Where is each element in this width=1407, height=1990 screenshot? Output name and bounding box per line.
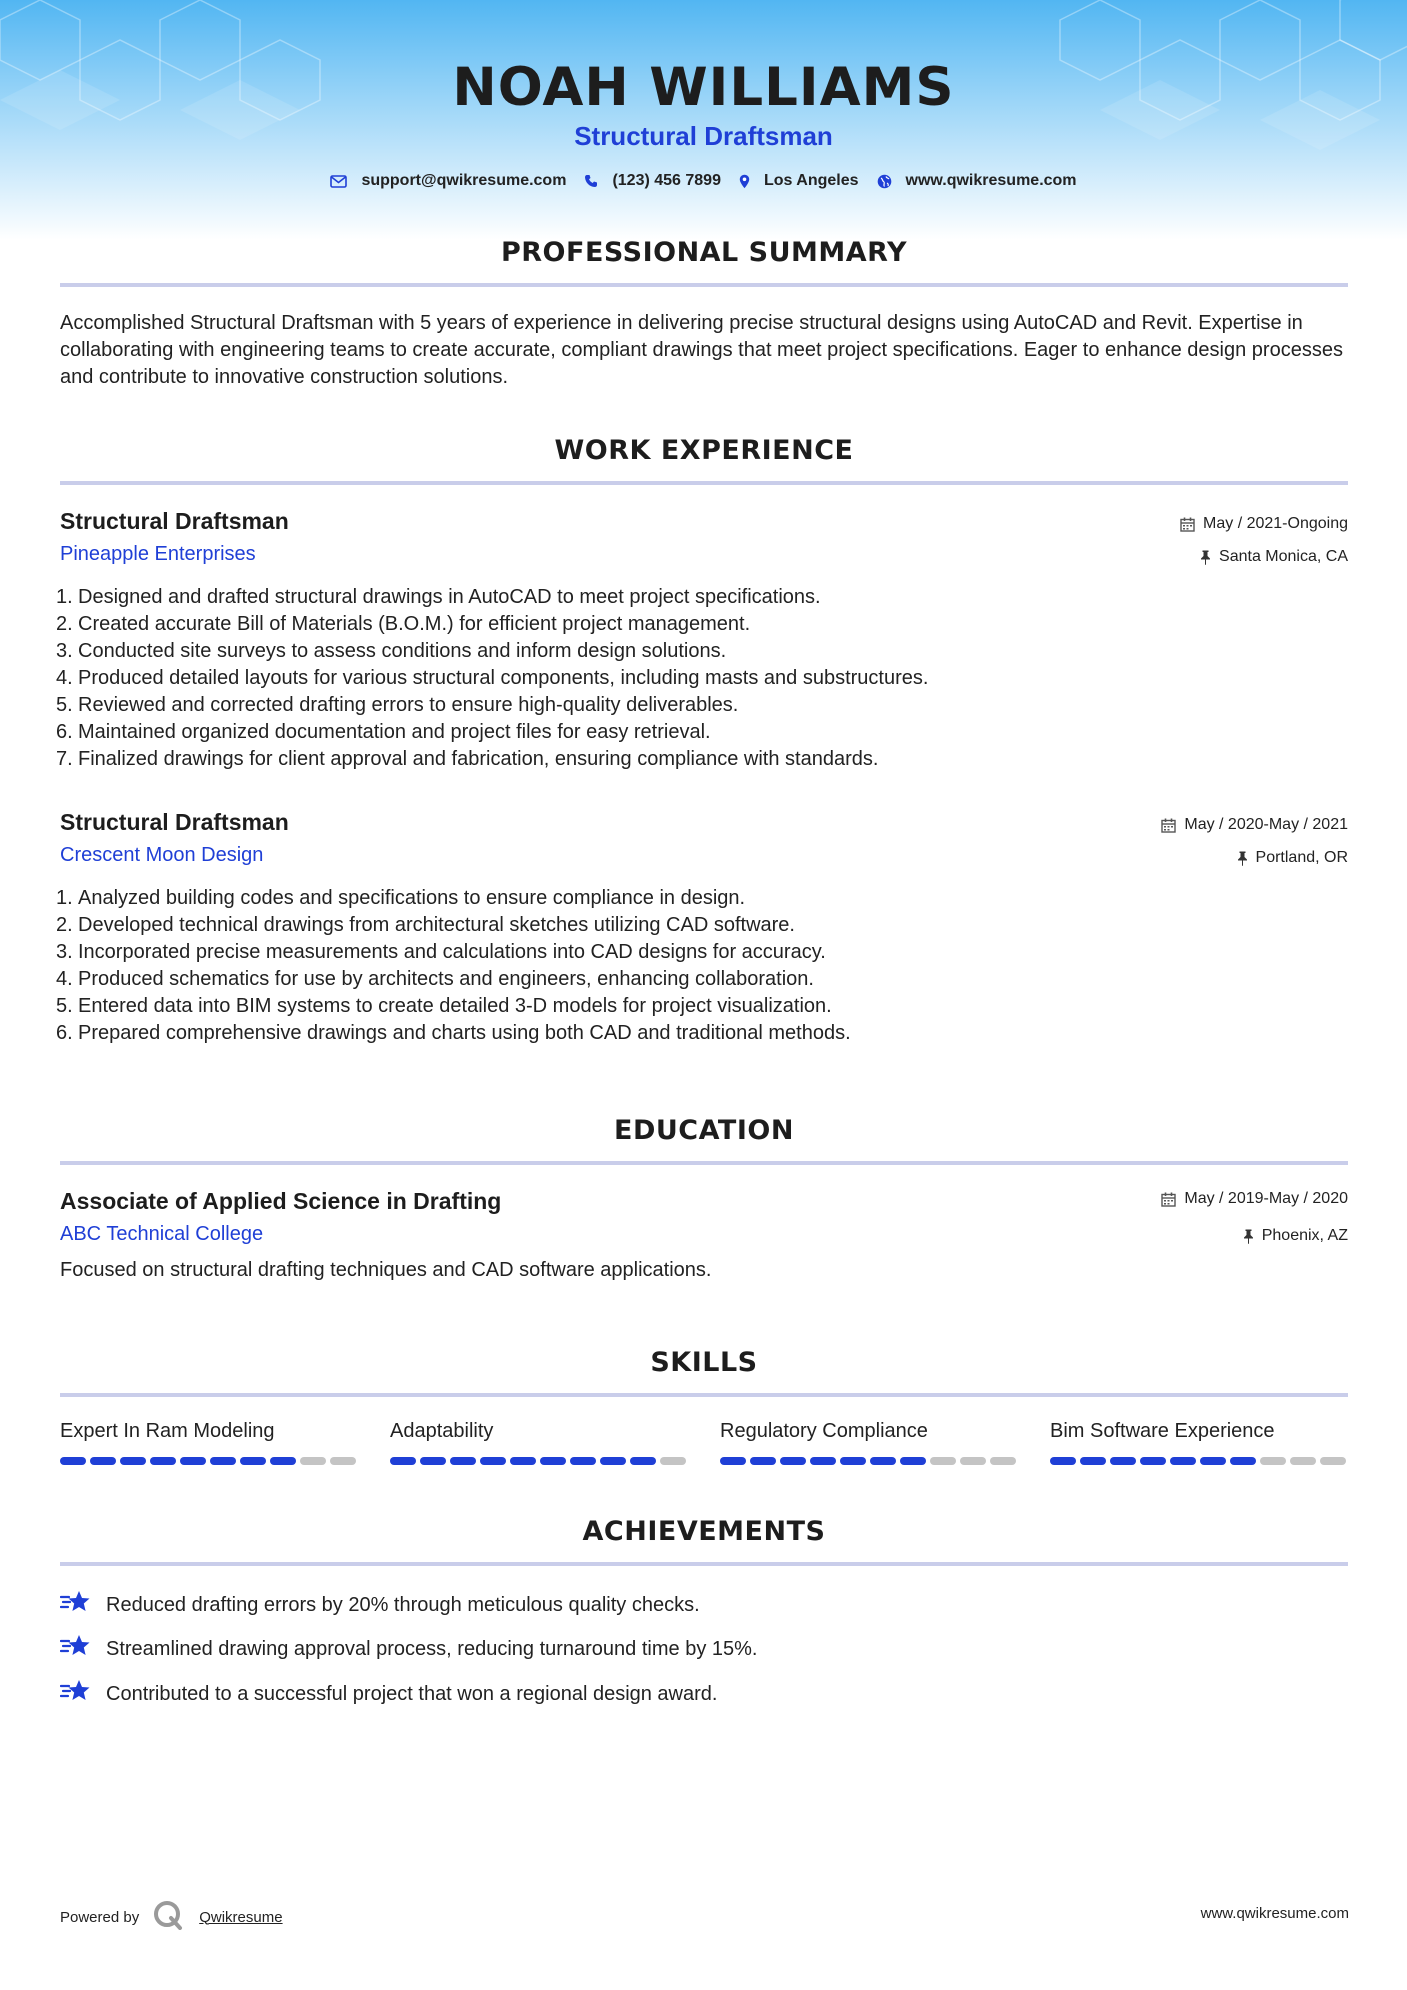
location-text: Portland, OR bbox=[1255, 849, 1348, 866]
skill-segment-filled bbox=[420, 1457, 446, 1465]
list-item: 4. Produced detailed layouts for various structural components, including masts and substructures. bbox=[56, 667, 929, 689]
skill-segment-filled bbox=[900, 1457, 926, 1465]
skill-segment-filled bbox=[810, 1457, 836, 1465]
skill-segment-filled bbox=[1110, 1457, 1136, 1465]
location-text: Santa Monica, CA bbox=[1219, 548, 1348, 565]
section-title-experience: WORK EXPERIENCE bbox=[554, 435, 854, 466]
list-item: 2. Created accurate Bill of Materials (B.O.M.) for efficient project management. bbox=[56, 613, 751, 635]
list-item: 5. Entered data into BIM systems to create detailed 3-D models for project visualization. bbox=[56, 995, 832, 1017]
skill-segment-empty bbox=[960, 1457, 986, 1465]
section-divider bbox=[60, 481, 1348, 485]
job-location bbox=[1237, 849, 1348, 867]
job-dates bbox=[1180, 515, 1348, 533]
skill-segment-filled bbox=[870, 1457, 896, 1465]
website-text: www.qwikresume.com bbox=[905, 172, 1077, 189]
list-item: 6. Prepared comprehensive drawings and charts using both CAD and traditional methods. bbox=[56, 1022, 851, 1044]
skill-name: Regulatory Compliance bbox=[720, 1420, 928, 1442]
skill-segment-filled bbox=[1140, 1457, 1166, 1465]
skill-segment-filled bbox=[1080, 1457, 1106, 1465]
achievement-text: Contributed to a successful project that won a regional design award. bbox=[106, 1682, 718, 1705]
powered-by-label: Powered by bbox=[60, 1908, 140, 1926]
pushpin-icon bbox=[1200, 550, 1211, 565]
envelope-icon bbox=[330, 175, 347, 188]
education-description: Focused on structural drafting techniques and CAD software applications. bbox=[60, 1259, 712, 1281]
section-title-skills: SKILLS bbox=[650, 1347, 758, 1378]
contact-email[interactable] bbox=[330, 172, 566, 190]
job-title: Structural Draftsman bbox=[60, 508, 289, 534]
qwikresume-logo-icon bbox=[153, 1900, 185, 1934]
school-name: ABC Technical College bbox=[60, 1223, 264, 1245]
job-bullets bbox=[56, 885, 1348, 1047]
skill-segment-filled bbox=[600, 1457, 626, 1465]
job-location bbox=[1200, 548, 1348, 566]
job-bullets bbox=[56, 584, 1348, 773]
skill-name: Expert In Ram Modeling bbox=[60, 1420, 275, 1442]
footer-powered-by bbox=[60, 1900, 283, 1934]
contact-website[interactable] bbox=[877, 172, 1077, 190]
skill-item bbox=[720, 1417, 1020, 1465]
skill-segment-empty bbox=[1290, 1457, 1316, 1465]
skill-segment-filled bbox=[540, 1457, 566, 1465]
list-item: 7. Finalized drawings for client approval and fabrication, ensuring compliance with standards. bbox=[56, 748, 879, 770]
skill-level-bar bbox=[60, 1457, 360, 1465]
skill-item bbox=[60, 1417, 360, 1465]
skill-segment-empty bbox=[930, 1457, 956, 1465]
skill-segment-filled bbox=[780, 1457, 806, 1465]
skill-segment-filled bbox=[510, 1457, 536, 1465]
education-entry bbox=[60, 1186, 1348, 1284]
footer-website-link[interactable]: www.qwikresume.com bbox=[1200, 1905, 1349, 1922]
list-item: 5. Reviewed and corrected drafting errors to ensure high-quality deliverables. bbox=[56, 694, 739, 716]
skill-segment-filled bbox=[450, 1457, 476, 1465]
section-divider bbox=[60, 283, 1348, 287]
dates-text: May / 2019-May / 2020 bbox=[1184, 1190, 1348, 1207]
skill-segment-filled bbox=[750, 1457, 776, 1465]
skill-level-bar bbox=[390, 1457, 690, 1465]
degree-title: Associate of Applied Science in Drafting bbox=[60, 1188, 502, 1214]
skill-item bbox=[1050, 1417, 1350, 1465]
job-entry bbox=[56, 807, 1348, 1047]
section-divider bbox=[60, 1393, 1348, 1397]
education-dates bbox=[1161, 1190, 1348, 1208]
achievement-item bbox=[60, 1632, 1260, 1665]
list-item: 3. Conducted site surveys to assess conditions and inform design solutions. bbox=[56, 640, 727, 662]
skill-segment-filled bbox=[60, 1457, 86, 1465]
skill-segment-filled bbox=[570, 1457, 596, 1465]
list-item: 3. Incorporated precise measurements and calculations into CAD designs for accuracy. bbox=[56, 941, 826, 963]
phone-icon bbox=[584, 174, 598, 188]
skill-segment-filled bbox=[1050, 1457, 1076, 1465]
skill-segment-filled bbox=[270, 1457, 296, 1465]
qwikresume-link[interactable]: Qwikresume bbox=[199, 1908, 283, 1926]
skill-level-bar bbox=[720, 1457, 1020, 1465]
job-dates bbox=[1161, 816, 1348, 834]
skill-segment-filled bbox=[1200, 1457, 1226, 1465]
candidate-title: Structural Draftsman bbox=[574, 121, 833, 151]
location-text: Los Angeles bbox=[763, 172, 859, 189]
summary-text: Accomplished Structural Draftsman with 5 years of experience in delivering precise structural designs using AutoCAD and Revit. Expertise in collaborating with engineering teams to create accurate, compliant drawings that meet project specifications. Eager to enhance design processes and contribute to innovative construction solutions. bbox=[60, 312, 1343, 388]
job-title: Structural Draftsman bbox=[60, 809, 289, 835]
job-entry bbox=[56, 506, 1348, 773]
skill-item bbox=[390, 1417, 690, 1465]
skill-name: Adaptability bbox=[390, 1420, 494, 1442]
section-divider bbox=[60, 1562, 1348, 1566]
skill-segment-filled bbox=[1230, 1457, 1256, 1465]
calendar-icon bbox=[1161, 818, 1176, 833]
skill-segment-empty bbox=[660, 1457, 686, 1465]
phone-text: (123) 456 7899 bbox=[612, 172, 721, 189]
calendar-icon bbox=[1161, 1192, 1176, 1207]
list-item: 6. Maintained organized documentation and project files for easy retrieval. bbox=[56, 721, 711, 743]
contact-location bbox=[739, 172, 859, 190]
section-title-summary: PROFESSIONAL SUMMARY bbox=[500, 237, 908, 268]
skill-level-bar bbox=[1050, 1457, 1350, 1465]
skill-segment-filled bbox=[630, 1457, 656, 1465]
achievement-item bbox=[60, 1677, 1260, 1710]
calendar-icon bbox=[1180, 517, 1195, 532]
dates-text: May / 2020-May / 2021 bbox=[1184, 816, 1348, 833]
skill-segment-filled bbox=[720, 1457, 746, 1465]
skill-segment-filled bbox=[840, 1457, 866, 1465]
skill-segment-filled bbox=[180, 1457, 206, 1465]
candidate-name: NOAH WILLIAMS bbox=[452, 57, 955, 118]
skill-segment-filled bbox=[210, 1457, 236, 1465]
achievement-text: Streamlined drawing approval process, reducing turnaround time by 15%. bbox=[106, 1637, 758, 1660]
star-award-icon bbox=[60, 1677, 92, 1710]
pushpin-icon bbox=[1237, 851, 1248, 866]
list-item: 1. Designed and drafted structural drawings in AutoCAD to meet project specifications. bbox=[56, 586, 821, 608]
pushpin-icon bbox=[1243, 1229, 1254, 1244]
achievement-item bbox=[60, 1588, 1260, 1621]
star-award-icon bbox=[60, 1632, 92, 1665]
skill-segment-filled bbox=[120, 1457, 146, 1465]
dates-text: May / 2021-Ongoing bbox=[1203, 515, 1348, 532]
contact-phone[interactable] bbox=[584, 172, 721, 190]
education-location bbox=[1243, 1227, 1348, 1245]
location-text: Phoenix, AZ bbox=[1261, 1227, 1348, 1244]
company-name: Crescent Moon Design bbox=[60, 844, 264, 866]
list-item: 1. Analyzed building codes and specifications to ensure compliance in design. bbox=[56, 887, 746, 909]
skill-segment-filled bbox=[1170, 1457, 1196, 1465]
skills-list bbox=[60, 1417, 1350, 1465]
section-title-achievements: ACHIEVEMENTS bbox=[582, 1516, 826, 1547]
skill-segment-filled bbox=[90, 1457, 116, 1465]
globe-icon bbox=[877, 174, 892, 189]
skill-segment-empty bbox=[1260, 1457, 1286, 1465]
section-divider bbox=[60, 1161, 1348, 1165]
skill-segment-empty bbox=[1320, 1457, 1346, 1465]
skill-segment-filled bbox=[390, 1457, 416, 1465]
skill-segment-filled bbox=[150, 1457, 176, 1465]
contact-bar bbox=[0, 172, 1407, 190]
list-item: 4. Produced schematics for use by architects and engineers, enhancing collaboration. bbox=[56, 968, 814, 990]
skill-segment-filled bbox=[480, 1457, 506, 1465]
map-pin-icon bbox=[739, 174, 750, 189]
company-name: Pineapple Enterprises bbox=[60, 543, 256, 565]
skill-segment-empty bbox=[300, 1457, 326, 1465]
achievement-text: Reduced drafting errors by 20% through meticulous quality checks. bbox=[106, 1593, 700, 1616]
skill-segment-empty bbox=[990, 1457, 1016, 1465]
list-item: 2. Developed technical drawings from architectural sketches utilizing CAD software. bbox=[56, 914, 795, 936]
section-title-education: EDUCATION bbox=[614, 1115, 794, 1146]
skill-segment-filled bbox=[240, 1457, 266, 1465]
skill-name: Bim Software Experience bbox=[1050, 1420, 1275, 1442]
skill-segment-empty bbox=[330, 1457, 356, 1465]
email-text: support@qwikresume.com bbox=[361, 172, 567, 189]
star-award-icon bbox=[60, 1588, 92, 1621]
